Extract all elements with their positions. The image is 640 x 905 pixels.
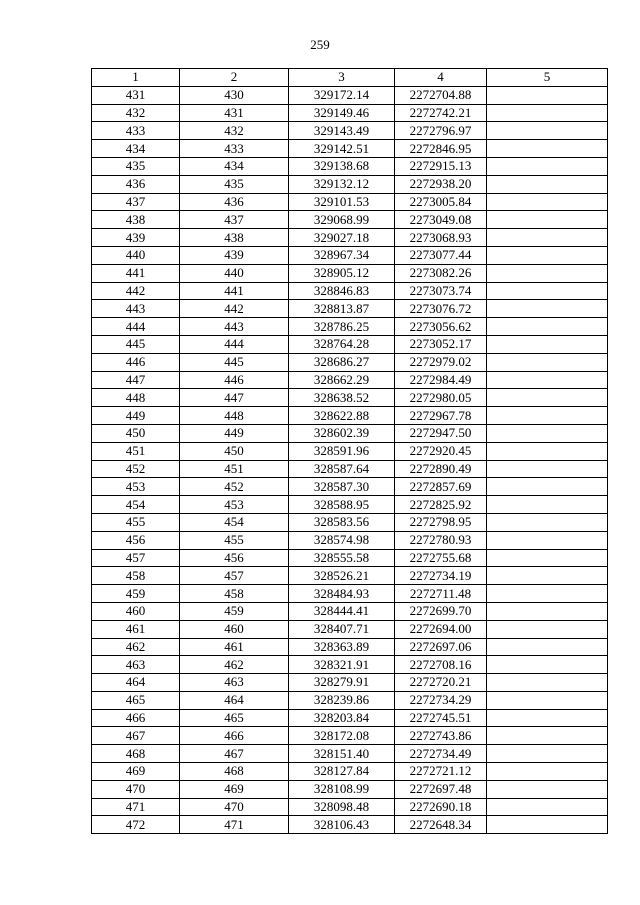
- table-row: [92, 691, 608, 709]
- table-cell-col-4: 2272734.49: [395, 745, 487, 763]
- table-cell-col-4: 2272920.45: [395, 442, 487, 460]
- table-row: [92, 193, 608, 211]
- table-cell-col-2: 444: [180, 335, 289, 353]
- table-cell-col-5: [487, 300, 608, 318]
- table-cell-col-4: 2272648.34: [395, 816, 487, 834]
- table-cell-col-5: [487, 211, 608, 229]
- table-cell-col-1: 466: [92, 709, 180, 727]
- table-cell-col-2: 445: [180, 353, 289, 371]
- table-cell-col-2: 453: [180, 496, 289, 514]
- table-row: [92, 460, 608, 478]
- table-cell-col-4: 2273076.72: [395, 300, 487, 318]
- table-cell-col-4: 2272697.06: [395, 638, 487, 656]
- table-cell-col-2: 470: [180, 798, 289, 816]
- table-cell-col-2: 440: [180, 264, 289, 282]
- table-cell-col-5: [487, 691, 608, 709]
- table-cell-col-3: 328813.87: [289, 300, 395, 318]
- table-cell-col-5: [487, 567, 608, 585]
- table-row: [92, 353, 608, 371]
- table-cell-col-1: 468: [92, 745, 180, 763]
- table-cell-col-2: 442: [180, 300, 289, 318]
- table-cell-col-4: 2272846.95: [395, 140, 487, 158]
- table-cell-col-4: 2272890.49: [395, 460, 487, 478]
- table-cell-col-4: 2272697.48: [395, 780, 487, 798]
- table-row: [92, 745, 608, 763]
- table-cell-col-4: 2272734.19: [395, 567, 487, 585]
- table-cell-col-1: 442: [92, 282, 180, 300]
- table-cell-col-5: [487, 193, 608, 211]
- table-cell-col-5: [487, 585, 608, 603]
- table-row: [92, 211, 608, 229]
- table-cell-col-3: 329101.53: [289, 193, 395, 211]
- table-cell-col-3: 328905.12: [289, 264, 395, 282]
- table-cell-col-5: [487, 424, 608, 442]
- table-cell-col-3: 328444.41: [289, 602, 395, 620]
- table-row: [92, 300, 608, 318]
- table-cell-col-1: 435: [92, 157, 180, 175]
- table-cell-col-2: 441: [180, 282, 289, 300]
- table-cell-col-2: 447: [180, 389, 289, 407]
- table-cell-col-4: 2272704.88: [395, 86, 487, 104]
- table-cell-col-2: 451: [180, 460, 289, 478]
- table-cell-col-1: 443: [92, 300, 180, 318]
- table-cell-col-2: 443: [180, 318, 289, 336]
- table-cell-col-1: 452: [92, 460, 180, 478]
- table-cell-col-5: [487, 798, 608, 816]
- table-cell-col-2: 435: [180, 175, 289, 193]
- table-cell-col-2: 459: [180, 602, 289, 620]
- table-row: [92, 478, 608, 496]
- table-row: [92, 513, 608, 531]
- table-cell-col-1: 448: [92, 389, 180, 407]
- table-cell-col-1: 455: [92, 513, 180, 531]
- table-cell-col-1: 454: [92, 496, 180, 514]
- table-cell-col-1: 453: [92, 478, 180, 496]
- table-cell-col-4: 2272980.05: [395, 389, 487, 407]
- page-number: 259: [310, 37, 330, 52]
- table-cell-col-5: [487, 353, 608, 371]
- table-cell-col-2: 466: [180, 727, 289, 745]
- table-row: [92, 282, 608, 300]
- table-cell-col-4: 2272915.13: [395, 157, 487, 175]
- table-cell-col-2: 461: [180, 638, 289, 656]
- table-cell-col-4: 2272742.21: [395, 104, 487, 122]
- table-row: [92, 318, 608, 336]
- table-cell-col-2: 449: [180, 424, 289, 442]
- table-cell-col-4: 2272780.93: [395, 531, 487, 549]
- table-cell-col-5: [487, 104, 608, 122]
- table-cell-col-1: 471: [92, 798, 180, 816]
- table-row: [92, 157, 608, 175]
- table-cell-col-5: [487, 745, 608, 763]
- table-cell-col-1: 458: [92, 567, 180, 585]
- table-cell-col-2: 458: [180, 585, 289, 603]
- table-cell-col-5: [487, 335, 608, 353]
- table-cell-col-4: 2272734.29: [395, 691, 487, 709]
- table-row: [92, 104, 608, 122]
- table-cell-col-5: [487, 282, 608, 300]
- table-cell-col-3: 328846.83: [289, 282, 395, 300]
- table-cell-col-3: 328172.08: [289, 727, 395, 745]
- table-cell-col-1: 444: [92, 318, 180, 336]
- table-row: [92, 407, 608, 425]
- column-header-2: 2: [180, 69, 289, 87]
- table-cell-col-4: 2273082.26: [395, 264, 487, 282]
- table-cell-col-5: [487, 371, 608, 389]
- table-cell-col-2: 468: [180, 763, 289, 781]
- table-row: [92, 674, 608, 692]
- table-cell-col-2: 450: [180, 442, 289, 460]
- table-cell-col-3: 329027.18: [289, 229, 395, 247]
- table-cell-col-5: [487, 122, 608, 140]
- table-cell-col-1: 457: [92, 549, 180, 567]
- table-cell-col-3: 328786.25: [289, 318, 395, 336]
- table-cell-col-2: 446: [180, 371, 289, 389]
- table-row: [92, 442, 608, 460]
- table-cell-col-4: 2272967.78: [395, 407, 487, 425]
- table-cell-col-3: 328764.28: [289, 335, 395, 353]
- table-cell-col-5: [487, 407, 608, 425]
- table-row: [92, 531, 608, 549]
- table-cell-col-4: 2273005.84: [395, 193, 487, 211]
- table-cell-col-5: [487, 549, 608, 567]
- table-cell-col-1: 436: [92, 175, 180, 193]
- table-row: [92, 549, 608, 567]
- table-cell-col-2: 471: [180, 816, 289, 834]
- table-cell-col-5: [487, 318, 608, 336]
- table-cell-col-5: [487, 709, 608, 727]
- table-cell-col-2: 457: [180, 567, 289, 585]
- table-cell-col-1: 463: [92, 656, 180, 674]
- table-cell-col-3: 329143.49: [289, 122, 395, 140]
- table-row: [92, 798, 608, 816]
- table-row: [92, 727, 608, 745]
- table-row: [92, 585, 608, 603]
- table-cell-col-3: 328279.91: [289, 674, 395, 692]
- table-cell-col-4: 2272721.12: [395, 763, 487, 781]
- table-cell-col-1: 441: [92, 264, 180, 282]
- table-cell-col-2: 469: [180, 780, 289, 798]
- table-cell-col-4: 2272694.00: [395, 620, 487, 638]
- table-cell-col-4: 2272947.50: [395, 424, 487, 442]
- table-cell-col-5: [487, 175, 608, 193]
- table-cell-col-1: 446: [92, 353, 180, 371]
- table-row: [92, 371, 608, 389]
- table-cell-col-1: 460: [92, 602, 180, 620]
- table-row: [92, 780, 608, 798]
- table-cell-col-5: [487, 389, 608, 407]
- table-cell-col-5: [487, 620, 608, 638]
- table-row: [92, 86, 608, 104]
- table-cell-col-1: 459: [92, 585, 180, 603]
- table-cell-col-3: 329068.99: [289, 211, 395, 229]
- table-cell-col-3: 329172.14: [289, 86, 395, 104]
- table-cell-col-3: 329138.68: [289, 157, 395, 175]
- table-cell-col-1: 461: [92, 620, 180, 638]
- table-cell-col-3: 328526.21: [289, 567, 395, 585]
- table-row: [92, 620, 608, 638]
- table-cell-col-1: 450: [92, 424, 180, 442]
- table-cell-col-4: 2272825.92: [395, 496, 487, 514]
- table-cell-col-4: 2272699.70: [395, 602, 487, 620]
- table-cell-col-3: 328484.93: [289, 585, 395, 603]
- table-cell-col-3: 328583.56: [289, 513, 395, 531]
- table-cell-col-4: 2272708.16: [395, 656, 487, 674]
- table-cell-col-1: 437: [92, 193, 180, 211]
- table-cell-col-3: 328239.86: [289, 691, 395, 709]
- table-cell-col-3: 328574.98: [289, 531, 395, 549]
- table-cell-col-4: 2273056.62: [395, 318, 487, 336]
- table-cell-col-2: 456: [180, 549, 289, 567]
- column-header-4: 4: [395, 69, 487, 87]
- table-cell-col-3: 329132.12: [289, 175, 395, 193]
- table-cell-col-5: [487, 496, 608, 514]
- table-row: [92, 424, 608, 442]
- table-cell-col-4: 2273073.74: [395, 282, 487, 300]
- table-cell-col-2: 467: [180, 745, 289, 763]
- table-cell-col-1: 432: [92, 104, 180, 122]
- table-cell-col-1: 434: [92, 140, 180, 158]
- table-cell-col-2: 454: [180, 513, 289, 531]
- table-cell-col-3: 328591.96: [289, 442, 395, 460]
- table-cell-col-2: 431: [180, 104, 289, 122]
- table-cell-col-2: 437: [180, 211, 289, 229]
- table-cell-col-2: 460: [180, 620, 289, 638]
- table-cell-col-5: [487, 780, 608, 798]
- table-cell-col-1: 431: [92, 86, 180, 104]
- table-cell-col-2: 438: [180, 229, 289, 247]
- table-cell-col-2: 455: [180, 531, 289, 549]
- table-header-row: [92, 69, 608, 87]
- table-cell-col-3: 328967.34: [289, 246, 395, 264]
- table-cell-col-5: [487, 727, 608, 745]
- table-cell-col-2: 462: [180, 656, 289, 674]
- table-row: [92, 496, 608, 514]
- table-row: [92, 140, 608, 158]
- table-cell-col-3: 328622.88: [289, 407, 395, 425]
- table-cell-col-5: [487, 140, 608, 158]
- table-row: [92, 264, 608, 282]
- table-cell-col-5: [487, 460, 608, 478]
- column-header-1: 1: [92, 69, 180, 87]
- table-cell-col-3: 328587.64: [289, 460, 395, 478]
- table-row: [92, 709, 608, 727]
- table-cell-col-3: 328363.89: [289, 638, 395, 656]
- table-cell-col-2: 433: [180, 140, 289, 158]
- column-header-5: 5: [487, 69, 608, 87]
- table-cell-col-3: 328106.43: [289, 816, 395, 834]
- table-row: [92, 763, 608, 781]
- table-cell-col-3: 328602.39: [289, 424, 395, 442]
- table-row: [92, 175, 608, 193]
- table-cell-col-1: 445: [92, 335, 180, 353]
- table-row: [92, 246, 608, 264]
- table-cell-col-3: 328662.29: [289, 371, 395, 389]
- table-cell-col-2: 434: [180, 157, 289, 175]
- table-cell-col-5: [487, 638, 608, 656]
- table-cell-col-2: 463: [180, 674, 289, 692]
- table-row: [92, 335, 608, 353]
- table-cell-col-3: 328321.91: [289, 656, 395, 674]
- table-cell-col-5: [487, 513, 608, 531]
- table-cell-col-4: 2273068.93: [395, 229, 487, 247]
- table-row: [92, 389, 608, 407]
- table-cell-col-2: 464: [180, 691, 289, 709]
- table-cell-col-4: 2272755.68: [395, 549, 487, 567]
- table-cell-col-2: 465: [180, 709, 289, 727]
- table-cell-col-1: 449: [92, 407, 180, 425]
- table-cell-col-1: 469: [92, 763, 180, 781]
- table-row: [92, 122, 608, 140]
- table-cell-col-1: 465: [92, 691, 180, 709]
- table-cell-col-5: [487, 656, 608, 674]
- table-cell-col-5: [487, 86, 608, 104]
- table-cell-col-1: 472: [92, 816, 180, 834]
- table-cell-col-3: 328686.27: [289, 353, 395, 371]
- table-cell-col-2: 439: [180, 246, 289, 264]
- table-cell-col-1: 438: [92, 211, 180, 229]
- table-body: [92, 86, 608, 833]
- table-cell-col-5: [487, 246, 608, 264]
- table-cell-col-1: 433: [92, 122, 180, 140]
- table-cell-col-3: 328127.84: [289, 763, 395, 781]
- table-cell-col-4: 2273052.17: [395, 335, 487, 353]
- table-row: [92, 638, 608, 656]
- table-cell-col-3: 328638.52: [289, 389, 395, 407]
- table-cell-col-4: 2272796.97: [395, 122, 487, 140]
- table-cell-col-3: 328151.40: [289, 745, 395, 763]
- table-cell-col-1: 447: [92, 371, 180, 389]
- table-cell-col-1: 470: [92, 780, 180, 798]
- table-row: [92, 816, 608, 834]
- table-cell-col-4: 2272857.69: [395, 478, 487, 496]
- table-cell-col-5: [487, 602, 608, 620]
- table-cell-col-4: 2272690.18: [395, 798, 487, 816]
- table-cell-col-3: 328407.71: [289, 620, 395, 638]
- table-cell-col-1: 451: [92, 442, 180, 460]
- table-row: [92, 229, 608, 247]
- table-row: [92, 656, 608, 674]
- table-cell-col-3: 328588.95: [289, 496, 395, 514]
- table-cell-col-3: 329149.46: [289, 104, 395, 122]
- table-cell-col-5: [487, 264, 608, 282]
- table-cell-col-5: [487, 157, 608, 175]
- table-cell-col-3: 328203.84: [289, 709, 395, 727]
- table-cell-col-5: [487, 531, 608, 549]
- coordinates-table: [91, 68, 608, 834]
- table-cell-col-4: 2272711.48: [395, 585, 487, 603]
- table-cell-col-3: 328587.30: [289, 478, 395, 496]
- table-cell-col-5: [487, 816, 608, 834]
- table-cell-col-1: 467: [92, 727, 180, 745]
- table-cell-col-5: [487, 229, 608, 247]
- table-row: [92, 567, 608, 585]
- table-cell-col-2: 436: [180, 193, 289, 211]
- table-cell-col-3: 329142.51: [289, 140, 395, 158]
- table-cell-col-1: 439: [92, 229, 180, 247]
- table-cell-col-4: 2272798.95: [395, 513, 487, 531]
- table-cell-col-5: [487, 478, 608, 496]
- table-row: [92, 602, 608, 620]
- table-cell-col-4: 2272745.51: [395, 709, 487, 727]
- table-cell-col-4: 2272979.02: [395, 353, 487, 371]
- table-cell-col-2: 448: [180, 407, 289, 425]
- table-cell-col-1: 464: [92, 674, 180, 692]
- column-header-3: 3: [289, 69, 395, 87]
- table-cell-col-4: 2273049.08: [395, 211, 487, 229]
- table-cell-col-4: 2272743.86: [395, 727, 487, 745]
- table-cell-col-5: [487, 442, 608, 460]
- table-cell-col-3: 328098.48: [289, 798, 395, 816]
- table-cell-col-3: 328108.99: [289, 780, 395, 798]
- table-cell-col-4: 2272720.21: [395, 674, 487, 692]
- table-cell-col-5: [487, 763, 608, 781]
- table-cell-col-1: 462: [92, 638, 180, 656]
- table-cell-col-4: 2273077.44: [395, 246, 487, 264]
- table-cell-col-1: 440: [92, 246, 180, 264]
- table-cell-col-2: 432: [180, 122, 289, 140]
- table-cell-col-1: 456: [92, 531, 180, 549]
- table-cell-col-2: 452: [180, 478, 289, 496]
- table-cell-col-5: [487, 674, 608, 692]
- table-cell-col-3: 328555.58: [289, 549, 395, 567]
- table-cell-col-2: 430: [180, 86, 289, 104]
- table-cell-col-4: 2272984.49: [395, 371, 487, 389]
- table-cell-col-4: 2272938.20: [395, 175, 487, 193]
